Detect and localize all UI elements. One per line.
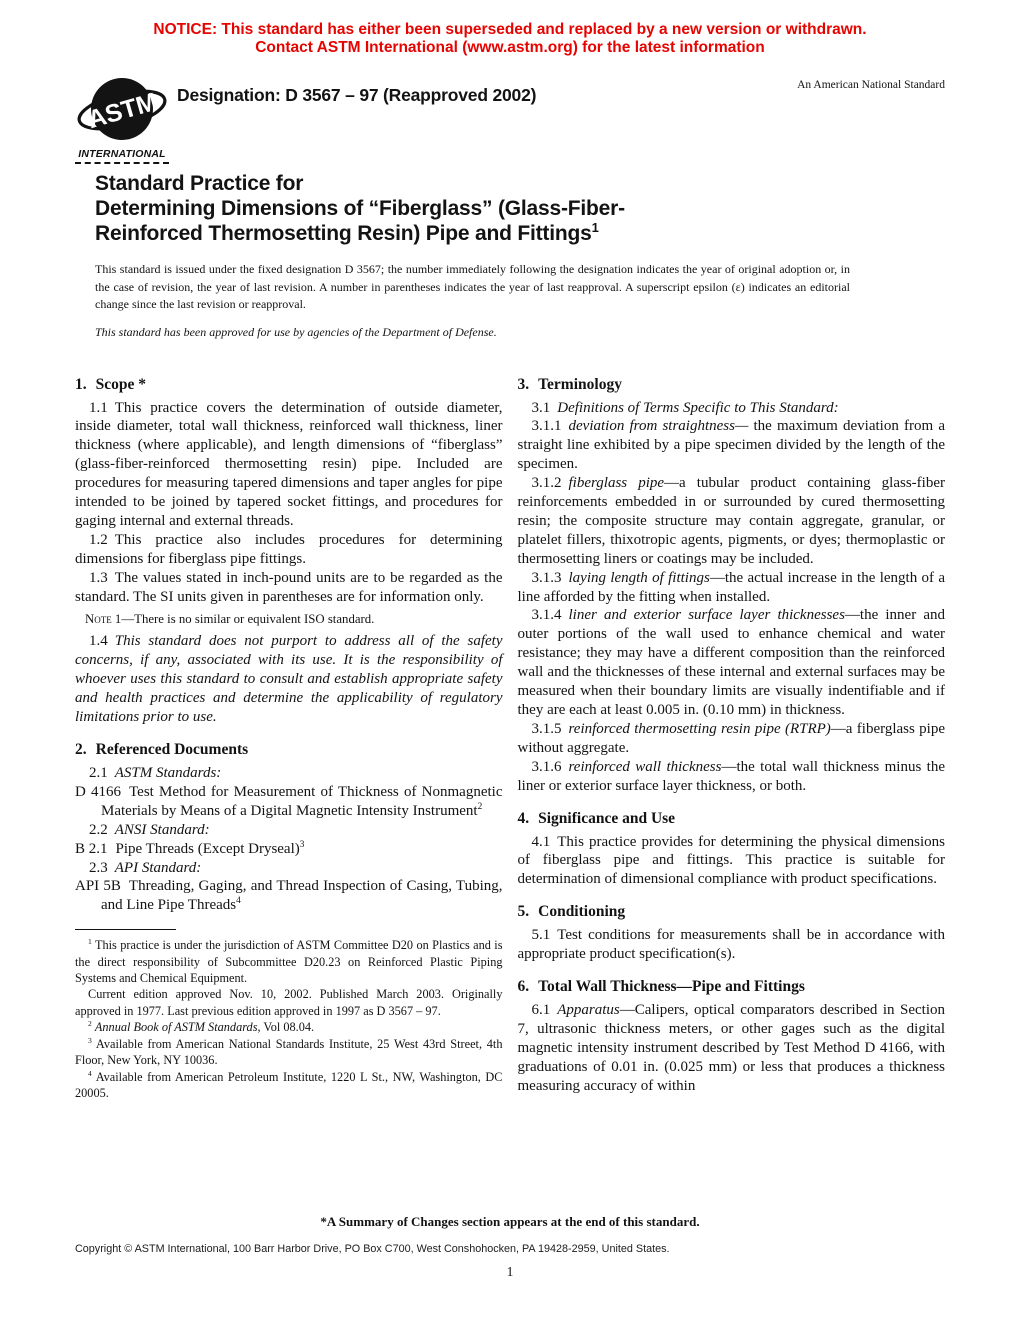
footnote-marker: 2 [88, 1019, 92, 1029]
title-line-3 [95, 221, 945, 246]
paragraph-2-2 [75, 821, 503, 840]
notice-line-1: NOTICE: This standard has either been superseded and replaced by a new version or withdrawn. [153, 21, 867, 38]
paragraph-2-3 [75, 859, 503, 878]
defined-term: Apparatus [557, 1002, 620, 1019]
reference-code: B 2.1 [75, 840, 108, 857]
paragraph-1-3 [75, 569, 503, 607]
note-1 [75, 611, 503, 627]
paragraph-number: 6.1 [531, 1002, 551, 1019]
footnote-text: Vol 08.04. [260, 1020, 315, 1035]
paragraph-text: API Standard: [114, 859, 202, 876]
paragraph-number: 3.1.4 [531, 607, 562, 624]
section-3-heading [518, 375, 946, 394]
reference-code: D 4166 [75, 783, 122, 800]
reference-footnote-ref: 2 [477, 801, 483, 812]
body-columns [75, 375, 945, 1102]
paragraph-3-1-5 [518, 720, 946, 758]
footnote-marker: 4 [88, 1068, 92, 1078]
paragraph-number: 1.2 [89, 531, 108, 548]
dod-approval-note: This standard has been approved for use by agencies of the Department of Defense. [95, 324, 497, 339]
paragraph-text: —Calipers, optical comparators described in Section 7, ultrasonic thickness meters, or other gages such as the digital magnetic intensity instrument described by Test Method D 4166, with graduations of 0.01 in. (0.025 mm) or less that produces a thickness measuring accuracy of within [517, 1002, 945, 1094]
paragraph-3-1-6 [518, 758, 946, 796]
paragraph-1-4 [75, 632, 503, 727]
paragraph-text: Test conditions for measurements shall be in accordance with appropriate product specification(s). [517, 927, 945, 963]
defined-term: liner and exterior surface layer thicknesses [568, 607, 845, 624]
paragraph-3-1 [518, 399, 946, 418]
paragraph-text: —a fiberglass pipe without aggregate. [517, 720, 945, 756]
section-6-title: Total Wall Thickness—Pipe and Fittings [538, 978, 805, 996]
section-1-heading [75, 375, 503, 394]
footnote-1 [75, 937, 503, 986]
astm-logo-international-label: INTERNATIONAL [75, 148, 169, 164]
left-column [75, 375, 503, 1102]
reference-text: Test Method for Measurement of Thickness of Nonmagnetic Materials by Means of a Digital Magnetic Intensity Instrument [101, 783, 503, 819]
defined-term: fiberglass pipe [568, 475, 665, 492]
paragraph-text: —the total wall thickness minus the liner or exterior surface layer thickness, or both. [517, 758, 945, 794]
paragraph-number: 1.4 [89, 633, 108, 650]
section-2-heading [75, 740, 503, 759]
american-national-standard-label: An American National Standard [797, 79, 945, 91]
section-4-number: 4. [517, 809, 530, 827]
reference-text: Pipe Threads (Except Dryseal) [115, 840, 300, 857]
paragraph-number: 3.1.5 [531, 720, 562, 737]
page-footer [0, 1214, 1020, 1280]
note-text: —There is no similar or equivalent ISO standard. [121, 612, 375, 627]
section-2-title: Referenced Documents [95, 741, 249, 758]
paragraph-number: 2.2 [89, 821, 108, 838]
summary-of-changes-note: *A Summary of Changes section appears at the end of this standard. [320, 1214, 700, 1229]
paragraph-3-1-3 [518, 569, 946, 607]
paragraph-text: The values stated in inch-pound units are to be regarded as the standard. The SI units given in parentheses are for information only. [75, 569, 503, 605]
page-number: 1 [506, 1264, 514, 1279]
footnote-4 [75, 1069, 503, 1102]
defined-term: reinforced thermosetting resin pipe (RTRP) [568, 720, 831, 737]
section-5-title: Conditioning [538, 903, 626, 921]
paragraph-4-1 [518, 833, 946, 890]
section-1-title: Scope * [95, 375, 146, 393]
section-1-number: 1. [75, 375, 87, 393]
astm-logo [75, 73, 169, 164]
paragraph-number: 3.1 [531, 399, 551, 416]
section-3-title: Terminology [538, 375, 622, 393]
issuance-paragraph: This standard is issued under the fixed designation D 3567; the number immediately following the designation indicates the year of original adoption or, in the case of revision, the year of last revision. A number in parentheses indicates the year of last reapproval. A superscript epsilon (ε) indicates an editorial change since the last revision or reapproval. [95, 262, 850, 311]
footnote-marker: 3 [88, 1035, 92, 1045]
paragraph-number: 3.1.6 [531, 758, 562, 775]
reference-text: Threading, Gaging, and Thread Inspection of Casing, Tubing, and Line Pipe Threads [101, 878, 503, 914]
paragraph-number: 4.1 [531, 833, 551, 850]
paragraph-1-2 [75, 531, 503, 569]
notice-line-2: Contact ASTM International (www.astm.org) for the latest information [255, 39, 765, 56]
title-line-2: Determining Dimensions of “Fiberglass” (Glass-Fiber- [95, 197, 625, 220]
footnote-2 [75, 1019, 503, 1035]
paragraph-number: 2.3 [89, 859, 108, 876]
notice-banner [0, 0, 1020, 57]
note-label: Note 1 [85, 612, 122, 627]
footnote-divider [75, 929, 176, 930]
reference-code: API 5B [75, 878, 121, 895]
paragraph-number: 1.3 [89, 569, 108, 586]
paragraph-text: This standard does not purport to address all of the safety concerns, if any, associated with its use. It is the responsibility of whoever uses this standard to consult and establish appropriate safety and health practices and determine the applicability of regulatory limitations prior to use. [75, 633, 503, 726]
paragraph-2-1 [75, 764, 503, 783]
footnote-1-continued [75, 986, 503, 1019]
defined-term: laying length of fittings [568, 569, 710, 586]
title-line-3-text: Reinforced Thermosetting Resin) Pipe and Fittings [95, 222, 592, 245]
standard-title [95, 171, 945, 246]
paragraph-6-1 [518, 1001, 946, 1096]
document-header [75, 73, 945, 167]
section-6-heading [518, 977, 946, 996]
svg-text:ASTM: ASTM [84, 87, 161, 135]
paragraph-text: the maximum deviation from a straight line exhibited by a pipe specimen divided by the length of the specimen. [517, 418, 945, 473]
footnote-text: This practice is under the jurisdiction of ASTM Committee D20 on Plastics and is the direct responsibility of Subcommittee D20.23 on Reinforced Plastic Piping Systems and Chemical Equipment. [75, 938, 503, 986]
footnote-text: Available from American National Standards Institute, 25 West 43rd Street, 4th Floor, New York, NY 10036. [75, 1036, 503, 1068]
section-2-number: 2. [75, 741, 87, 758]
paragraph-text: ASTM Standards: [114, 765, 222, 781]
section-4-title: Significance and Use [538, 809, 676, 827]
defined-term: deviation from straightness— [568, 418, 749, 435]
paragraph-number: 1.1 [89, 399, 108, 416]
right-column [518, 375, 946, 1102]
section-4-heading [518, 809, 946, 828]
reference-api5b [75, 877, 503, 915]
section-5-heading [518, 902, 946, 921]
paragraph-text: This practice provides for determining the physical dimensions of fiberglass pipe and fittings. This practice is suitable for determination of dimensional compliance with product specifications. [517, 833, 945, 888]
section-5-number: 5. [517, 903, 530, 921]
paragraph-text: This practice also includes procedures for determining dimensions for fiberglass pipe fittings. [75, 531, 503, 567]
paragraph-5-1 [518, 926, 946, 964]
paragraph-1-1 [75, 399, 503, 531]
paragraph-text: —a tubular product containing glass-fiber reinforcements embedded in or surrounded by cured thermosetting resin; the composite structure may contain aggregate, granular, or platelet fillers, thixotropic agents, pigments, or dyes; thermoplastic or thermosetting liners or coatings may be included. [517, 475, 945, 567]
paragraph-number: 5.1 [531, 927, 551, 944]
title-line-1: Standard Practice for [95, 172, 304, 195]
paragraph-number: 3.1.2 [531, 475, 562, 492]
paragraph-text: Definitions of Terms Specific to This Standard: [557, 399, 839, 416]
paragraph-text: —the inner and outer portions of the wall used to enhance chemical and water resistance; they may have a different composition than the reinforced wall and the thicknesses of these internal and external surfaces may be measured when their boundary limits are visually indentifiable and if they are each at least 0.005 in. (0.10 mm) in thickness. [517, 607, 945, 718]
copyright-line: Copyright © ASTM International, 100 Barr Harbor Drive, PO Box C700, West Conshohocken, PA 19428-2959, United States. [75, 1243, 670, 1255]
paragraph-text: —the actual increase in the length of a line afforded by the fitting when installed. [517, 569, 946, 605]
paragraph-3-1-2 [518, 474, 946, 569]
reference-b21 [75, 840, 503, 859]
footnotes [75, 937, 503, 1101]
reference-footnote-ref: 3 [299, 839, 305, 850]
footnote-3 [75, 1036, 503, 1069]
paragraph-number: 2.1 [89, 765, 108, 781]
reference-d4166 [75, 783, 503, 821]
defined-term: reinforced wall thickness [568, 758, 722, 775]
footnote-text: Available from American Petroleum Institute, 1220 L St., NW, Washington, DC 20005. [75, 1069, 503, 1100]
paragraph-3-1-4 [518, 606, 946, 719]
reference-footnote-ref: 4 [236, 896, 241, 907]
footnote-text-italic: Annual Book of ASTM Standards, [94, 1020, 261, 1035]
title-footnote-ref: 1 [591, 220, 599, 235]
astm-logo-icon [76, 73, 168, 147]
designation: Designation: D 3567 – 97 (Reapproved 2002) [177, 85, 537, 105]
footnote-text: Current edition approved Nov. 10, 2002. Published March 2003. Originally approved in 1977. Last previous edition approved in 1997 as D 3567 – 97. [75, 987, 503, 1018]
paragraph-3-1-1 [518, 417, 946, 474]
paragraph-number: 3.1.1 [531, 418, 562, 435]
section-6-number: 6. [517, 978, 530, 996]
paragraph-text: ANSI Standard: [114, 821, 210, 838]
footnote-marker: 1 [88, 937, 92, 947]
paragraph-text: This practice covers the determination of outside diameter, inside diameter, total wall thickness, reinforced wall thickness, liner thickness (where applicable), and length dimensions of “fiberglass” (glass-fiber-reinforced thermosetting resin) pipe. Included are procedures for measuring tapered dimensions and taper angles for pipe intended to be joined by tapered socket fittings, and procedures for gaging internal and external threads. [75, 399, 503, 529]
paragraph-number: 3.1.3 [531, 569, 562, 586]
section-3-number: 3. [517, 375, 530, 393]
